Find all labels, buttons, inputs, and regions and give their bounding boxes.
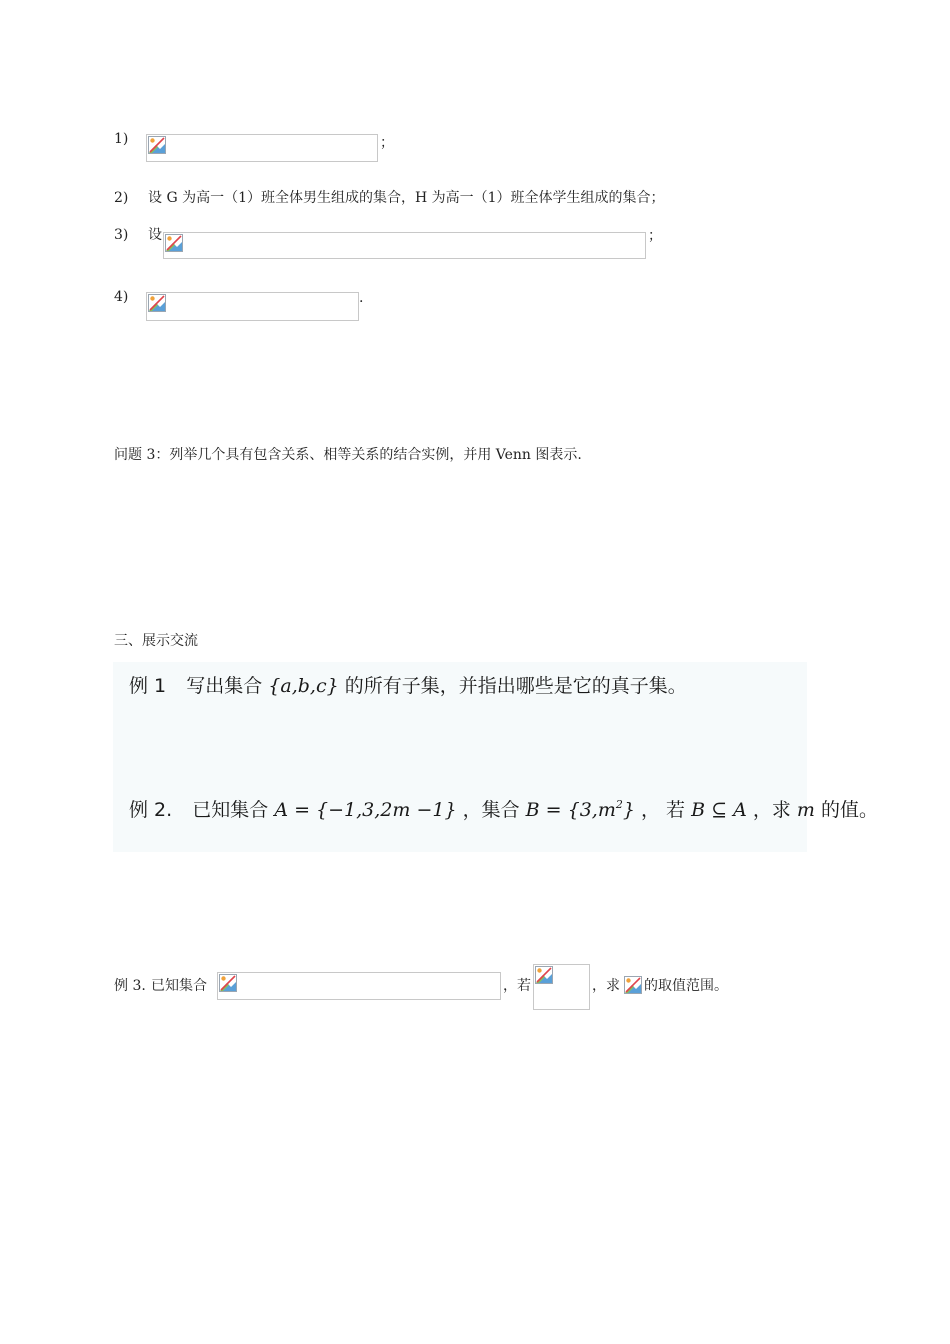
example-3-text-d: 的取值范围。 xyxy=(644,978,728,994)
example-1-set: {a,b,c} xyxy=(268,675,339,697)
item-3-suffix: ； xyxy=(648,228,662,244)
item-3-number: 3) xyxy=(114,227,129,243)
item-2-number: 2) xyxy=(114,190,129,206)
example-2-text-d: ，求 xyxy=(752,799,791,821)
item-2-text: 设 G 为高一（1）班全体男生组成的集合，H 为高一（1）班全体学生组成的集合； xyxy=(148,190,665,206)
example-2-set-b-suffix: } xyxy=(622,799,635,821)
item-4-number: 4) xyxy=(114,289,129,305)
example-3-text-b: ，若 xyxy=(503,978,531,994)
examples-panel xyxy=(113,662,878,852)
formula-image-ex3-set xyxy=(217,972,501,1000)
example-3-label: 例 3. xyxy=(114,978,146,994)
item-3-prefix: 设 xyxy=(148,227,162,243)
example-2-set-a: A = {−1,3,2m −1} xyxy=(274,799,457,821)
example-2-set-b-prefix: B = {3,m xyxy=(525,799,616,821)
broken-image-icon xyxy=(148,136,166,154)
item-1-suffix: ； xyxy=(380,135,394,151)
broken-image-icon xyxy=(165,234,183,252)
example-2-text-e: 的值。 xyxy=(820,799,878,821)
example-2-var: m xyxy=(796,799,815,821)
example-2-text-b: ，集合 xyxy=(462,799,520,821)
example-3-text-a: 已知集合 xyxy=(151,978,207,994)
broken-image-icon xyxy=(535,966,553,984)
question-3-text: 问题 3：列举几个具有包含关系、相等关系的结合实例，并用 Venn 图表示. xyxy=(114,447,582,463)
example-1-text-before: 写出集合 xyxy=(186,675,263,697)
example-2-relation: B ⊆ A xyxy=(691,799,747,821)
broken-image-icon xyxy=(219,974,237,992)
example-2-label: 例 2. xyxy=(129,799,173,821)
broken-image-icon xyxy=(624,976,642,994)
broken-image-icon xyxy=(148,294,166,312)
example-1-text-after: 的所有子集，并指出哪些是它的真子集。 xyxy=(344,675,687,697)
formula-image-ex3-var xyxy=(624,976,643,996)
formula-image-3 xyxy=(163,232,646,259)
example-1-line xyxy=(129,674,687,698)
formula-image-1 xyxy=(146,134,378,162)
item-4-suffix: . xyxy=(359,290,364,306)
section-title: 三、展示交流 xyxy=(114,633,198,649)
example-2-text-a: 已知集合 xyxy=(192,799,269,821)
example-2-set-b xyxy=(526,799,635,821)
example-3-text-c: ，求 xyxy=(592,978,620,994)
example-2-line xyxy=(129,798,878,822)
example-2-text-c: ， 若 xyxy=(641,799,686,821)
example-2-set-b-sup: 2 xyxy=(615,798,623,811)
formula-image-4 xyxy=(146,292,359,321)
formula-image-ex3-condition xyxy=(533,964,590,1010)
item-1-number: 1) xyxy=(114,131,129,147)
example-1-label: 例 1 xyxy=(129,675,167,697)
